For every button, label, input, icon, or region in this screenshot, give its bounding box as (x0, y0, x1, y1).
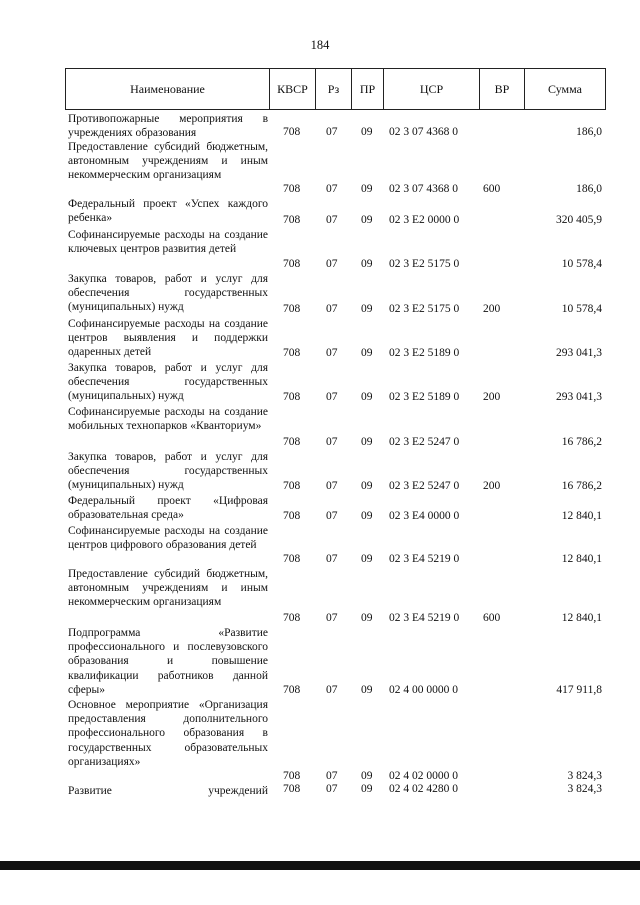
row-rz: 07 (326, 480, 338, 492)
table-row (65, 361, 606, 405)
row-kvsr: 708 (283, 510, 301, 522)
row-sum: 3 824,3 (567, 770, 602, 782)
table-row (65, 140, 606, 197)
row-csr: 02 4 02 0000 0 (389, 770, 458, 782)
row-pr: 09 (361, 684, 373, 696)
row-sum: 417 911,8 (556, 684, 602, 696)
row-sum: 293 041,3 (556, 391, 602, 403)
row-rz: 07 (326, 126, 338, 138)
table-row (65, 405, 606, 450)
row-rz: 07 (326, 391, 338, 403)
row-kvsr: 708 (283, 612, 301, 624)
row-name: Софинансируемые расходы на создание мобильных технопарков «Кванториум» (68, 406, 268, 433)
row-vr: 600 (483, 612, 501, 624)
row-name: Основное мероприятие «Организация предоставления дополнительного профессионального образования в государственных образовательных организациях» (68, 699, 268, 768)
row-sum: 186,0 (576, 126, 602, 138)
row-pr: 09 (361, 303, 373, 315)
table-row (65, 494, 606, 524)
header-kvsr: КВСР (270, 69, 316, 109)
row-name: Предоставление субсидий бюджетным, автономным учреждениям и иным некоммерческим организациям (68, 568, 268, 609)
row-name: Закупка товаров, работ и услуг для обеспечения государственных (муниципальных) нужд (68, 451, 268, 492)
header-sum: Сумма (548, 81, 582, 96)
row-kvsr: 708 (283, 480, 301, 492)
row-rz: 07 (326, 214, 338, 226)
row-csr: 02 3 E2 5247 0 (389, 480, 460, 492)
row-pr: 09 (361, 612, 373, 624)
scan-bottom-border (0, 861, 640, 870)
table-body (65, 112, 606, 802)
row-csr: 02 3 E2 5189 0 (389, 347, 460, 359)
row-name: Софинансируемые расходы на создание центров выявления и поддержки одаренных детей (68, 318, 268, 359)
row-rz: 07 (326, 303, 338, 315)
row-kvsr: 708 (283, 126, 301, 138)
row-rz: 07 (326, 770, 338, 782)
row-rz: 07 (326, 347, 338, 359)
table-row (65, 112, 606, 140)
row-pr: 09 (361, 436, 373, 448)
row-sum: 3 824,3 (567, 783, 602, 795)
row-kvsr: 708 (283, 436, 301, 448)
row-csr: 02 3 E2 5175 0 (389, 258, 460, 270)
row-kvsr: 708 (283, 770, 301, 782)
row-csr: 02 3 07 4368 0 (389, 126, 458, 138)
table-row (65, 567, 606, 626)
row-rz: 07 (326, 436, 338, 448)
row-pr: 09 (361, 510, 373, 522)
row-pr: 09 (361, 214, 373, 226)
row-csr: 02 3 E4 5219 0 (389, 612, 460, 624)
row-kvsr: 708 (283, 347, 301, 359)
row-sum: 12 840,1 (561, 553, 602, 565)
header-rz: Рз (316, 69, 352, 109)
row-kvsr: 708 (283, 258, 301, 270)
row-pr: 09 (361, 183, 373, 195)
table-row (65, 228, 606, 272)
table-row (65, 698, 606, 784)
row-pr: 09 (361, 391, 373, 403)
row-kvsr: 708 (283, 391, 301, 403)
row-sum: 10 578,4 (561, 303, 602, 315)
row-kvsr: 708 (283, 553, 301, 565)
row-vr: 200 (483, 391, 501, 403)
row-name: Софинансируемые расходы на создание ключевых центров развития детей (68, 229, 268, 256)
row-sum: 320 405,9 (556, 214, 602, 226)
row-pr: 09 (361, 480, 373, 492)
table-row (65, 450, 606, 494)
row-kvsr: 708 (283, 684, 301, 696)
row-csr: 02 4 02 4280 0 (389, 783, 458, 795)
row-name: Федеральный проект «Цифровая образовательная среда» (68, 495, 268, 522)
row-kvsr: 708 (283, 783, 301, 795)
table-row (65, 626, 606, 698)
row-csr: 02 3 E2 0000 0 (389, 214, 460, 226)
row-rz: 07 (326, 783, 338, 795)
row-sum: 10 578,4 (561, 258, 602, 270)
row-vr: 200 (483, 303, 501, 315)
row-pr: 09 (361, 126, 373, 138)
table-row (65, 197, 606, 228)
row-name: Софинансируемые расходы на создание центров цифрового образования детей (68, 525, 268, 552)
row-sum: 12 840,1 (561, 612, 602, 624)
row-rz: 07 (326, 612, 338, 624)
row-rz: 07 (326, 510, 338, 522)
row-csr: 02 4 00 0000 0 (389, 684, 458, 696)
row-csr: 02 3 E2 5189 0 (389, 391, 460, 403)
row-pr: 09 (361, 553, 373, 565)
row-pr: 09 (361, 258, 373, 270)
row-rz: 07 (326, 684, 338, 696)
row-kvsr: 708 (283, 183, 301, 195)
page-number: 184 (310, 38, 330, 52)
row-name: Противопожарные мероприятия в учреждениях образования (68, 113, 268, 140)
row-name: Закупка товаров, работ и услуг для обеспечения государственных (муниципальных) нужд (68, 273, 268, 314)
table-row (65, 272, 606, 317)
header-csr: ЦСР (384, 69, 480, 109)
row-kvsr: 708 (283, 214, 301, 226)
row-sum: 186,0 (576, 183, 602, 195)
row-name: Предоставление субсидий бюджетным, автономным учреждениям и иным некоммерческим организациям (68, 141, 268, 182)
row-name: Подпрограмма «Развитие профессионального и послевузовского образования и повышение квалификации работников данной сферы» (68, 627, 268, 696)
row-rz: 07 (326, 258, 338, 270)
header-pr: ПР (352, 69, 384, 109)
row-csr: 02 3 07 4368 0 (389, 183, 458, 195)
row-pr: 09 (361, 347, 373, 359)
table-row (65, 524, 606, 567)
row-csr: 02 3 E4 5219 0 (389, 553, 460, 565)
row-sum: 293 041,3 (556, 347, 602, 359)
header-name: Наименование (66, 69, 270, 109)
row-csr: 02 3 E4 0000 0 (389, 510, 460, 522)
row-sum: 12 840,1 (561, 510, 602, 522)
row-name: Федеральный проект «Успех каждого ребенка» (68, 198, 268, 225)
row-name: Закупка товаров, работ и услуг для обеспечения государственных (муниципальных) нужд (68, 362, 268, 403)
row-kvsr: 708 (283, 303, 301, 315)
table-row (65, 317, 606, 361)
row-csr: 02 3 E2 5247 0 (389, 436, 460, 448)
row-pr: 09 (361, 770, 373, 782)
row-sum: 16 786,2 (561, 480, 602, 492)
row-rz: 07 (326, 183, 338, 195)
row-rz: 07 (326, 553, 338, 565)
table-row (65, 784, 606, 802)
header-vr: ВР (480, 69, 525, 109)
row-sum: 16 786,2 (561, 436, 602, 448)
table-header (65, 68, 606, 110)
row-vr: 200 (483, 480, 501, 492)
row-vr: 600 (483, 183, 501, 195)
row-pr: 09 (361, 783, 373, 795)
row-csr: 02 3 E2 5175 0 (389, 303, 460, 315)
row-name: Развитие учреждений (68, 785, 268, 797)
